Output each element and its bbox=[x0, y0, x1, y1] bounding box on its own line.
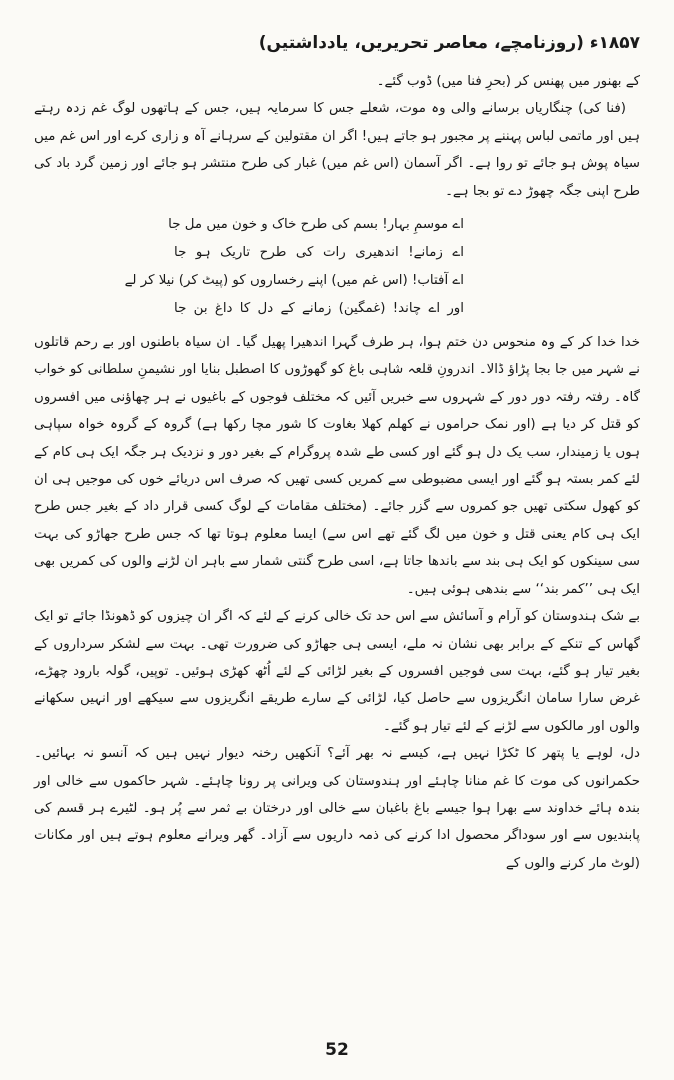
paragraph-3: خدا خدا کر کے وہ منحوس دن ختم ہوا، ہر طرف گہرا اندھیرا پھیل گیا۔ ان سیاہ باطنوں اور بے رحم قاتلوں نے شہر میں جا بجا پڑاؤ ڈالا۔ اندرونِ قلعہ شاہی باغ کو گھوڑوں کا اصطبل بنایا اور نشیمنِ سلطانی کو خواب گاہ۔ رفتہ رفتہ دور دور کے شہروں سے خبریں آئیں کہ مختلف فوجوں کے باغیوں نے ہر چھاؤنی میں افسروں کو قتل کر دیا ہے (اور نمک حراموں نے کھلم کھلا بغاوت کا شور مچا رکھا ہے) گروہ کے گروہ خواہ سپاہی ہوں یا زمیندار، سب یک دل ہو گئے اور کسی طے شدہ پروگرام کے بغیر دور و نزدیک ہر جگہ ایک ہی کام کے لئے کمر بستہ ہو گئے اور ایسی مضبوطی سے کمریں کسی تھیں کہ صرف اس دریائے خوں کی موجیں ہی ان کو کھول سکتی تھیں جو کمروں سے گزر جائے۔ (مختلف مقامات کے لوگ کسی قرار داد کے بغیر جس طرح ایک ہی کام یعنی قتل و خون میں لگ گئے تھے اس سے) ایسا معلوم ہوتا تھا کہ جس طرح جھاڑو کی بہت سی سینکوں کو ایک ہی بند سے باندھا جاتا ہے، اسی طرح گنتی شمار سے باہر ان لڑنے والوں کی کمریں بھی ایک ہی ’’کمر بند‘‘ سے بندھی ہوئی ہیں۔ bbox=[34, 335, 640, 597]
paragraph-4: بے شک ہندوستان کو آرام و آسائش سے اس حد تک خالی کرنے کے لئے کہ اگر ان چیزوں کو ڈھونڈا جائے تو ایک گھاس کے تنکے کے برابر بھی نشان نہ ملے، ایسی ہی جھاڑو کی ضرورت تھی۔ بہت سے لشکر سرداروں کے بغیر تیار ہو گئے، بہت سی فوجیں افسروں کے بغیر لڑائی کے لئے اُٹھ کھڑی ہوئیں۔ توپیں، گولہ بارود چھڑے، غرض سارا سامان انگریزوں سے حاصل کیا، لڑائی کے سارے طریقے انگریزوں سے سیکھے اور انہیں سکھانے والوں اور مالکوں سے لڑنے کے لئے تیار ہو گئے۔ bbox=[34, 609, 640, 734]
verse-line-3: اے آفتاب! (اس غم میں) اپنے رخساروں کو (پیٹ کر) نیلا کر لے bbox=[124, 273, 464, 289]
paragraph-5: دل، لوہے یا پتھر کا ٹکڑا نہیں ہے، کیسے نہ بھر آئے؟ آنکھیں رخنہ دیوار نہیں ہیں کہ آنسو نہ بہائیں۔ حکمرانوں کی موت کا غم منانا چاہئے اور ہندوستان کی ویرانی پر رونا چاہئے۔ شہر حاکموں سے خالی اور بندہ ہائے خداوند سے بھرا ہوا جیسے باغ باغبان سے خالی اور درختان بے ثمر سے پُر ہو۔ لٹیرے ہر قسم کی پابندیوں سے اور سوداگر محصول ادا کرنے کی ذمہ داریوں سے آزاد۔ گھر ویرانے معلوم ہوتے ہیں اور مکانات (لوٹ مار کرنے والوں کے bbox=[34, 746, 640, 871]
paragraph-2: (فنا کی) چنگاریاں برسانے والی وہ موت، شعلے جس کا سرمایہ ہیں، جس کے ہاتھوں لوگ غم زدہ رہتے ہیں اور ماتمی لباس پہننے پر مجبور ہو جاتے ہیں! اگر ان مقتولین کے سرہانے آہ و زاری کرے اور اس غم میں سیاہ پوش ہو جائے تو روا ہے۔ اگر آسمان (اس غم میں) غبار کی طرح منتشر ہو جائے اور زمین گرد باد کی طرح اپنی جگہ چھوڑ دے تو بجا ہے۔ bbox=[34, 101, 640, 199]
verse-line-2: اے زمانے! اندھیری رات کی طرح تاریک ہو جا bbox=[174, 245, 464, 261]
verse-line-4: اور اے چاند! (غمگین) زمانے کے دل کا داغ بن جا bbox=[174, 301, 464, 317]
verse-line-1: اے موسمِ بہار! بسم کی طرح خاک و خون میں مل جا bbox=[168, 217, 464, 233]
verse-block bbox=[124, 211, 464, 323]
page-body bbox=[34, 68, 640, 877]
page-number: 52 bbox=[325, 1040, 349, 1060]
running-header: ۱۸۵۷ء (روزنامچے، معاصر تحریریں، یادداشتیں) bbox=[258, 33, 640, 53]
paragraph-1: کے بھنور میں پھنس کر (بحرِ فنا میں) ڈوب گئے۔ bbox=[376, 74, 640, 89]
